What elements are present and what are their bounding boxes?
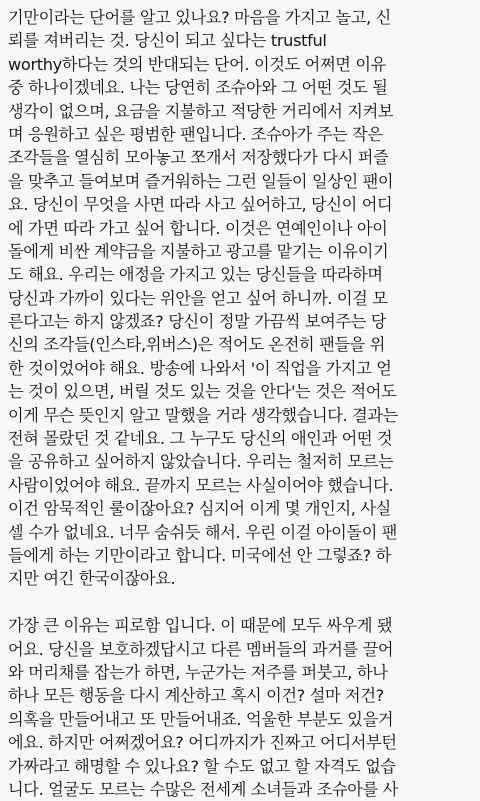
text-line: 셀 수가 없네요. 너무 숨쉬듯 해서. 우린 이걸 아이돌이 팬 [8, 522, 398, 542]
text-line: 가장 큰 이유는 피로함 입니다. 이 때문에 모두 싸우게 됐 [8, 616, 393, 636]
paragraph [8, 6, 470, 591]
text-line: 하나 모든 행동을 다시 계산하고 혹시 이건? 설마 저건? [8, 686, 384, 706]
text-line: 이건 암묵적인 룰이잖아요? 심지어 이게 몇 개인지, 사실 [8, 499, 391, 519]
text-line: 한 것이었어야 해요. 방송에 나와서 '이 직업을 가지고 얻 [8, 358, 392, 378]
text-line: 른다고는 하지 않겠죠? 당신이 정말 가끔씩 보여주는 당 [8, 312, 387, 332]
text-line: 며 응원하고 싶은 평범한 팬입니다. 조슈아가 주는 작은 [8, 124, 383, 144]
text-line: 중 하나이겠네요. 나는 당연히 조슈아와 그 어떤 것도 될 [8, 78, 388, 98]
text-line: 기만이라는 단어를 알고 있나요? 마음을 가지고 놀고, 신 [8, 8, 391, 27]
paragraph [8, 614, 470, 801]
text-line: 조각들을 열심히 모아놓고 쪼개서 저장했다가 다시 퍼즐 [8, 148, 389, 168]
text-line: 사람이었어야 해요. 끝까지 모르는 사실이어야 했습니다. [8, 475, 394, 495]
text-line: 요. 당신이 무엇을 사면 따라 사고 싶어하고, 당신이 어디 [8, 195, 393, 215]
text-line: 생각이 없으며, 요금을 지불하고 적당한 거리에서 지켜보 [8, 101, 394, 121]
text-line: 을 맞추고 들여보며 즐거워하는 그런 일들이 일상인 팬이 [8, 171, 394, 191]
text-line: worthy하다는 것의 반대되는 단어. 이것도 어쩌면 이유 [8, 54, 386, 74]
text-line: 지만 여긴 한국이잖아요. [8, 569, 176, 589]
text-line: 에요. 하지만 어쩌겠어요? 어디까지가 진짜고 어디서부턴 [8, 733, 397, 753]
text-line: 와 머리채를 잡는가 하면, 누군가는 저주를 퍼붓고, 하나 [8, 662, 388, 682]
text-line: 니다. 얼굴도 모르는 수많은 전세계 소녀들과 조슈아를 사 [8, 779, 398, 799]
text-line: 가짜라고 해명할 수 있나요? 할 수도 없고 할 자격도 없습 [8, 756, 396, 776]
text-line: 도 해요. 우리는 애정을 가지고 있는 당신들을 따라하며 [8, 265, 383, 285]
document-body [0, 6, 480, 801]
text-line: 는 것이 있으면, 버릴 것도 있는 것을 안다'는 것은 적어도 [8, 382, 397, 402]
text-line: 신의 조각들(인스타,위버스)은 적어도 온전히 팬들을 위 [8, 335, 386, 355]
text-line: 들에게 하는 기만이라고 합니다. 미국에선 안 그렇죠? 하 [8, 545, 391, 565]
text-line: 에 가면 따라 가고 싶어 합니다. 이것은 연예인이나 아이 [8, 218, 388, 238]
text-line: 뢰를 져버리는 것. 당신이 되고 싶다는 trustful [8, 31, 327, 51]
text-line: 돌에게 비싼 계약금을 지불하고 광고를 맡기는 이유이기 [8, 241, 389, 261]
text-line: 이게 무슨 뜻인지 알고 말했을 거라 생각했습니다. 결과는 [8, 405, 398, 425]
text-line: 의혹을 만들어내고 또 만들어내죠. 억울한 부분도 있을거 [8, 709, 394, 729]
text-line: 을 공유하고 싶어하지 않았습니다. 우리는 철저히 모르는 [8, 452, 394, 472]
text-line: 전혀 몰랐던 것 같네요. 그 누구도 당신의 애인과 어떤 것 [8, 429, 393, 449]
paragraph-gap [8, 591, 470, 614]
text-line: 어요. 당신을 보호하겠답시고 다른 멤버들의 과거를 끌어 [8, 639, 394, 659]
text-line: 당신과 가까이 있다는 위안을 얻고 싶어 하니까. 이걸 모 [8, 288, 388, 308]
